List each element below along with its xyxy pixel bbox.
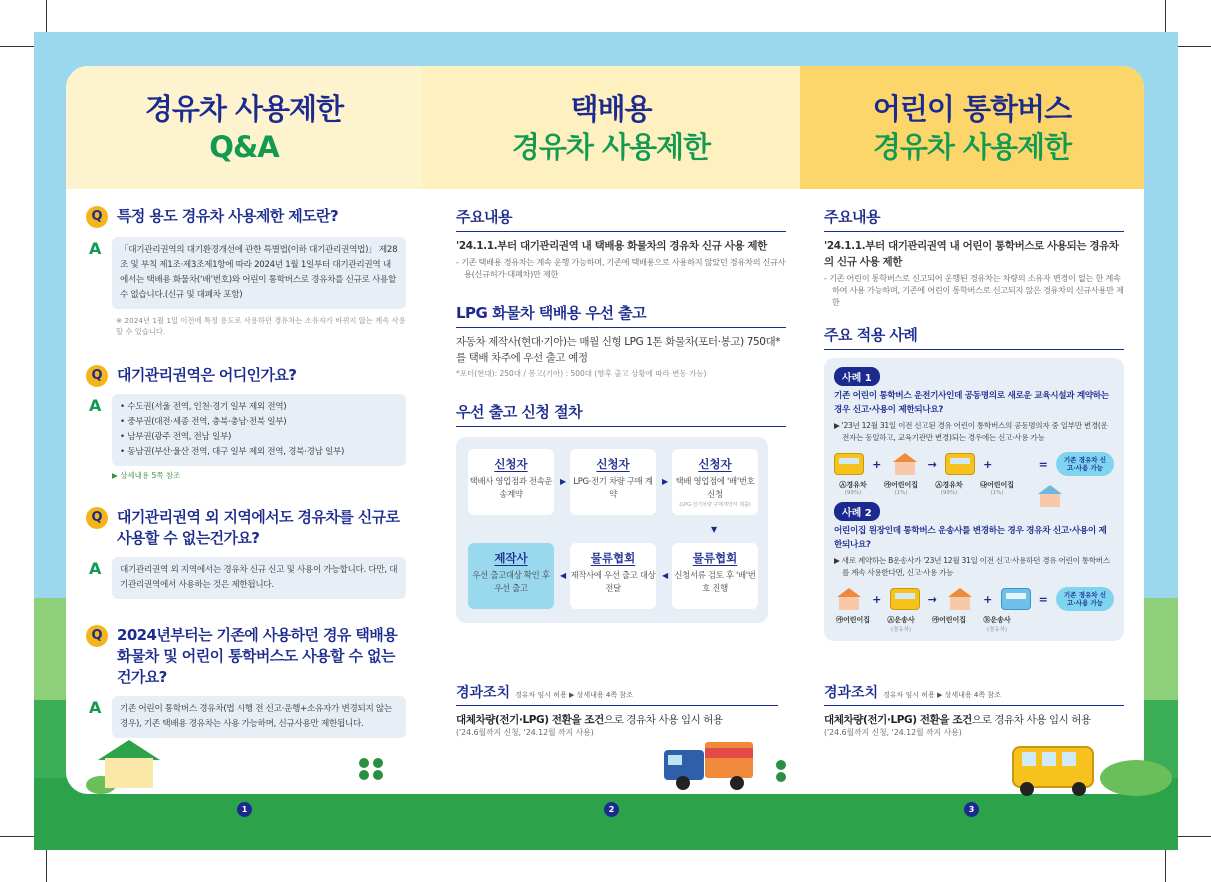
flow-step-desc: 택배 영업점에 '배'번호 신청: [675, 476, 755, 499]
truck-stripe-illustration: [705, 748, 753, 758]
qa-item-1: [86, 206, 406, 337]
equals-icon: =: [1038, 592, 1048, 606]
case-tag: 사례 2: [834, 502, 880, 521]
flow-step-title: 제작사: [494, 551, 528, 565]
flow-step: [570, 449, 656, 515]
kindergarten-icon: [1035, 485, 1065, 507]
kindergarten-icon: [890, 453, 920, 475]
region-item: • 수도권(서울 전역, 인천·경기 일부 제외 전역): [120, 402, 287, 412]
eq-label: Ⓐ경유차 (99%): [839, 481, 867, 496]
section-footnote: *포터(현대): 250대 / 봉고(기아) : 500대 (향후 출고 상황에 따라 변동 가능): [456, 369, 707, 378]
case-answer: ▶ '23년 12월 31일 이전 신고된 경유 어린이 통학버스의 공동명의자 중 일부만 변경(운전자는 동일하고, 교육기관만 변경)되는 경우에는 신고·사용 가능: [834, 421, 1108, 442]
flow-step-title: 물류협회: [692, 551, 738, 565]
case-question: 어린이집 원장인데 통학버스 운송사를 변경하는 경우 경유차 신고·사용이 제한되나요?: [834, 526, 1107, 550]
house-illustration: [105, 758, 153, 788]
arrow-right-icon: ▶: [560, 477, 567, 486]
eq-label: ㉯어린이집 (1%): [979, 481, 1015, 496]
case-result: 기존 경유차 신고·사용 가능: [1056, 452, 1114, 476]
flow-step-title: 신청자: [698, 457, 732, 471]
bus-window-illustration: [1062, 752, 1076, 766]
flow-step: [672, 543, 758, 609]
question-1: 특정 용도 경유차 사용제한 제도란?: [117, 207, 339, 225]
bush-illustration: [1100, 760, 1172, 796]
region-item: • 중부권(대전·세종 전역, 충북·충남·전북 일부): [120, 417, 287, 427]
flow-step-title: 물류협회: [590, 551, 636, 565]
measures-sub: ('24.6월까지 신청, '24.12월 까지 사용): [824, 728, 962, 737]
panel3-header: [800, 66, 1144, 189]
bus-icon: [945, 453, 975, 475]
section-title: LPG 화물차 택배용 우선 출고: [456, 302, 786, 328]
measures-body: 대체차량(전기·LPG) 전환을 조건으로 경유차 사용 임시 허용: [456, 714, 723, 726]
page-number: 3: [964, 802, 979, 817]
wheel-illustration: [676, 776, 690, 790]
panel1-header: [66, 66, 422, 189]
plus-icon: +: [872, 592, 882, 606]
q-badge: Q: [86, 625, 108, 647]
arrow-left-icon: ◀: [560, 571, 567, 580]
flow-step-title: 신청자: [494, 457, 528, 471]
arrow-icon: →: [927, 592, 937, 606]
case1-labels: [834, 480, 1114, 496]
case1-equation: [834, 450, 1114, 478]
flow-step-desc: 택배사 영업점과 전속운송계약: [469, 476, 553, 499]
answer-4: 기존 어린이 통학버스 경유차(법 시행 전 신고·운행+소유자가 변경되지 않는 경우), 기존 택배용 경유차는 사용 가능하며, 신규사용만 제한됩니다.: [112, 696, 406, 738]
flow-step: [570, 543, 656, 609]
section-title: 주요내용: [456, 206, 786, 232]
panel2-content: [456, 206, 786, 623]
panel1-title-line1: 경유차 사용제한: [144, 91, 344, 126]
tree-illustration: [359, 758, 369, 768]
eq-label: Ⓐ운송사 (경유차): [887, 616, 915, 633]
panel2-header: [422, 66, 800, 189]
eq-label: ㉮어린이집 (1%): [883, 481, 919, 496]
flow-step-note: (LPG·전기차량 구매계약서 제출): [679, 502, 751, 508]
truck-window-illustration: [668, 755, 682, 765]
panel3-title-line2: 경유차 사용제한: [872, 129, 1072, 164]
tree-illustration: [776, 772, 786, 782]
eq-label: ㉮어린이집: [835, 616, 871, 624]
panel2-measures: [456, 682, 778, 738]
brochure-card: [66, 66, 1144, 794]
kindergarten-icon: [945, 588, 975, 610]
flow-step-desc: 제작사에 우선 출고 대상 전달: [570, 570, 656, 593]
region-item: • 남부권(광주 전역, 전남 일부): [120, 432, 232, 442]
plus-icon: +: [872, 457, 882, 471]
question-4: 2024년부터는 기존에 사용하던 경유 택배용 화물차 및 어린이 통학버스도 사용할 수 없는 건가요?: [117, 626, 398, 686]
question-3: 대기관리권역 외 지역에서도 경유차를 신규로 사용할 수 없는건가요?: [117, 508, 400, 547]
tree-illustration: [373, 758, 383, 768]
flow-step: [468, 449, 554, 515]
section-body: 자동차 제작사(현대·기아)는 매월 신형 LPG 1톤 화물차(포터·봉고) 750대*를 택배 차주에 우선 출고 예정: [456, 336, 781, 364]
q-badge: Q: [86, 365, 108, 387]
page-number: 2: [604, 802, 619, 817]
qa-item-2: [86, 365, 406, 481]
question-2: 대기관리권역은 어디인가요?: [117, 366, 297, 384]
panel1-title-line2: Q&A: [209, 129, 279, 164]
plus-icon: +: [983, 457, 993, 471]
note-1: ※ 2024년 1월 1일 이전에 특정 용도로 사용하던 경유차는 소유자가 바뀌지 않는 계속 사용할 수 있습니다.: [116, 316, 406, 336]
section-sub: - 기존 택배용 경유차는 계속 운행 가능하며, 기존에 택배용으로 사용하지 않았던 경유차의 신규사용(신규허가·대폐차)만 제한: [456, 257, 786, 279]
tree-illustration: [373, 770, 383, 780]
plus-icon: +: [983, 592, 993, 606]
equals-icon: =: [1038, 457, 1048, 471]
bus-icon: [1001, 588, 1031, 610]
case-question: 기존 어린이 통학버스 운전기사인데 공동명의로 새로운 교육시설과 계약하는 경우 신고·사용이 제한되나요?: [834, 391, 1109, 415]
qa-item-3: [86, 507, 406, 599]
q-badge: Q: [86, 206, 108, 228]
section-body: '24.1.1.부터 대기관리권역 내 택배용 화물차의 경유차 신규 사용 제한: [456, 240, 767, 252]
panel3-title-line1: 어린이 통학버스: [872, 91, 1072, 126]
qa-item-4: [86, 625, 406, 738]
panel3-content: [824, 206, 1124, 641]
eq-label: ㉮어린이집: [931, 616, 967, 624]
arrow-left-icon: ◀: [662, 571, 669, 580]
flow-step-desc: 우선 출고대상 확인 후 우선 출고: [472, 570, 550, 593]
bus-window-illustration: [1022, 752, 1036, 766]
panel3-measures: [824, 682, 1124, 738]
case2-equation: [834, 585, 1114, 613]
measures-sub: ('24.6월까지 신청, '24.12월 까지 사용): [456, 728, 594, 737]
bus-window-illustration: [1042, 752, 1056, 766]
measures-note: 경유차 임시 허용 ▶ 상세내용 4쪽 참조: [882, 691, 1001, 699]
a-badge: A: [89, 396, 102, 415]
flow-step: [468, 543, 554, 609]
a-badge: A: [89, 559, 102, 578]
measures-title: 경과조치 경유차 임시 허용 ▶ 상세내용 4쪽 참조: [824, 682, 1124, 706]
kindergarten-icon: [834, 588, 864, 610]
wheel-illustration: [1020, 782, 1034, 796]
tree-illustration: [776, 760, 786, 770]
q-badge: Q: [86, 507, 108, 529]
panel1-qa: [86, 206, 406, 738]
a-badge: A: [89, 239, 102, 258]
a-badge: A: [89, 698, 102, 717]
cases-box: [824, 358, 1124, 641]
answer-1: 「대기관리권역의 대기환경개선에 관한 특별법(이하 대기관리권역법)」 제28조 및 부칙 제1조·제3조제1항에 따라 2024년 1월 1일부터 대기관리권역 내에서는 택배용 화물차(‘배’번호)와 어린이 통학버스로 경유차를 신규로 사용할 수 없습니다.(신규 및 대폐차 포함): [112, 237, 406, 309]
bus-icon: [890, 588, 920, 610]
arrow-down-icon: ▼: [711, 525, 718, 534]
wheel-illustration: [730, 776, 744, 790]
flow-step-desc: 신청서류 검토 후 '배'번호 진행: [674, 570, 756, 593]
measures-body: 대체차량(전기·LPG) 전환을 조건으로 경유차 사용 임시 허용: [824, 714, 1091, 726]
section-sub: - 기존 어린이 통학버스로 신고되어 운행된 경유차는 차량의 소유자 변경이 없는 한 계속하여 사용 가능하며, 기존에 어린이 통학버스로 신고되지 않은 경유차의 신규사용만 제한: [824, 273, 1124, 307]
arrow-icon: →: [927, 457, 937, 471]
eq-label: Ⓑ운송사 (경유차): [983, 616, 1011, 633]
bus-icon: [834, 453, 864, 475]
flow-step-title: 신청자: [596, 457, 630, 471]
case-answer: ▶ 새로 계약하는 B운송사가 '23년 12월 31일 이전 신고·사용하던 경유 어린이 통학버스를 계속 사용한다면, 신고·사용 가능: [834, 556, 1110, 577]
section-title: 주요 적용 사례: [824, 324, 1124, 350]
case-result: 기존 경유차 신고·사용 가능: [1056, 587, 1114, 611]
flow-step: [672, 449, 758, 515]
arrow-right-icon: ▶: [662, 477, 669, 486]
measures-note: 경유차 임시 허용 ▶ 상세내용 4쪽 참조: [514, 691, 633, 699]
section-title: 주요내용: [824, 206, 1124, 232]
reference-link: ▶ 상세내용 5쪽 참조: [112, 471, 181, 480]
panel2-title-line1: 택배용: [570, 91, 652, 126]
case2-labels: [834, 615, 1114, 633]
tree-illustration: [359, 770, 369, 780]
panel2-title-line2: 경유차 사용제한: [511, 129, 711, 164]
region-item: • 동남권(부산·울산 전역, 대구 일부 제외 전역, 경북·경남 일부): [120, 447, 345, 457]
section-title: 우선 출고 신청 절차: [456, 401, 786, 427]
section-body: '24.1.1.부터 대기관리권역 내 어린이 통학버스로 사용되는 경유차의 신규 사용 제한: [824, 240, 1119, 268]
house-roof-illustration: [98, 740, 160, 760]
measures-title: 경과조치 경유차 임시 허용 ▶ 상세내용 4쪽 참조: [456, 682, 778, 706]
flow-step-desc: LPG·전기 차량 구매 계약: [573, 476, 653, 499]
procedure-flow: [456, 437, 768, 623]
page-number: 1: [237, 802, 252, 817]
answer-2: [112, 394, 406, 466]
wheel-illustration: [1072, 782, 1086, 796]
case-tag: 사례 1: [834, 367, 880, 386]
eq-label: Ⓐ경유차 (99%): [935, 481, 963, 496]
answer-3: 대기관리권역 외 지역에서는 경유차 신규 신고 및 사용이 가능합니다. 다만, 대기관리권역에서 사용하는 것은 제한됩니다.: [112, 557, 406, 599]
